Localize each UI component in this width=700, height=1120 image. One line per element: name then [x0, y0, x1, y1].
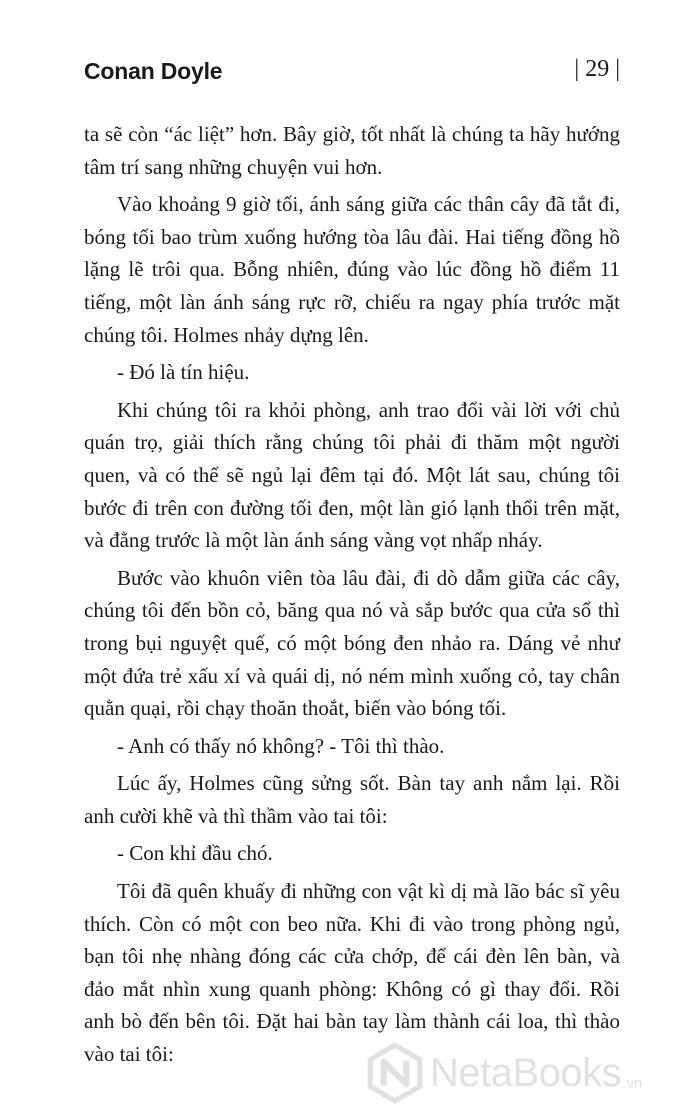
body-text — [84, 118, 620, 1076]
paragraph-6: - Anh có thấy nó không? - Tôi thì thào. — [117, 733, 445, 758]
paragraph-4: Khi chúng tôi ra khỏi phòng, anh trao đổi vài lời với chủ quán trọ, giải thích rằng chúng tôi phải đi thăm một người quen, và có thể sẽ ngủ lại đêm tại đó. Một lát sau, chúng tôi bước đi trên con đường tối đen, một làn gió lạnh thổi trên mặt, và đằng trước là một làn ánh sáng vàng vọt nhấp nháy. — [84, 397, 620, 553]
paragraph-1: ta sẽ còn “ác liệt” hơn. Bây giờ, tốt nhất là chúng ta hãy hướng tâm trí sang những chuyện vui hơn. — [84, 122, 620, 179]
netabooks-watermark — [364, 1038, 694, 1108]
watermark-suffix: .vn — [622, 1075, 643, 1092]
paragraph-5: Bước vào khuôn viên tòa lâu đài, đi dò dẫm giữa các cây, chúng tôi đến bồn cỏ, băng qua nó và sắp bước qua cửa sổ thì trong bụi nguyệt quế, có một bóng đen nhảo ra. Dáng vẻ như một đứa trẻ xấu xí và quái dị, nó ném mình xuống cỏ, tay chân quằn quại, rồi chạy thoăn thoắt, biến vào bóng tối. — [84, 565, 620, 721]
running-head — [84, 56, 620, 90]
paragraph-2: Vào khoảng 9 giờ tối, ánh sáng giữa các thân cây đã tắt đi, bóng tối bao trùm xuống hướng tòa lâu đài. Hai tiếng đồng hồ lặng lẽ trôi qua. Bỗng nhiên, đúng vào lúc đồng hồ điểm 11 tiếng, một làn ánh sáng rực rỡ, chiếu ra ngay phía trước mặt chúng tôi. Holmes nhảy dựng lên. — [84, 192, 620, 347]
netabooks-logo-icon — [364, 1042, 426, 1104]
author-name: Conan Doyle — [84, 58, 223, 84]
watermark-brand: NetaBooks — [430, 1050, 622, 1095]
paragraph-7: Lúc ấy, Holmes cũng sửng sốt. Bàn tay anh nắm lại. Rồi anh cười khẽ và thì thầm vào tai tôi: — [84, 771, 620, 828]
page-number: | 29 | — [574, 56, 620, 82]
paragraph-8: - Con khỉ đầu chó. — [117, 841, 273, 866]
paragraph-9: Tôi đã quên khuấy đi những con vật kì dị mà lão bác sĩ yêu thích. Còn có một con beo nữa. Khi đi vào trong phòng ngủ, bạn tôi nhẹ nhàng đóng các cửa chớp, để cái đèn lên bàn, và đảo mắt nhìn xung quanh phòng: Không có gì thay đổi. Rồi anh bò đến bên tôi. Đặt hai bàn tay làm thành cái loa, thì thào vào tai tôi: — [84, 879, 620, 1067]
paragraph-3: - Đó là tín hiệu. — [117, 360, 250, 385]
